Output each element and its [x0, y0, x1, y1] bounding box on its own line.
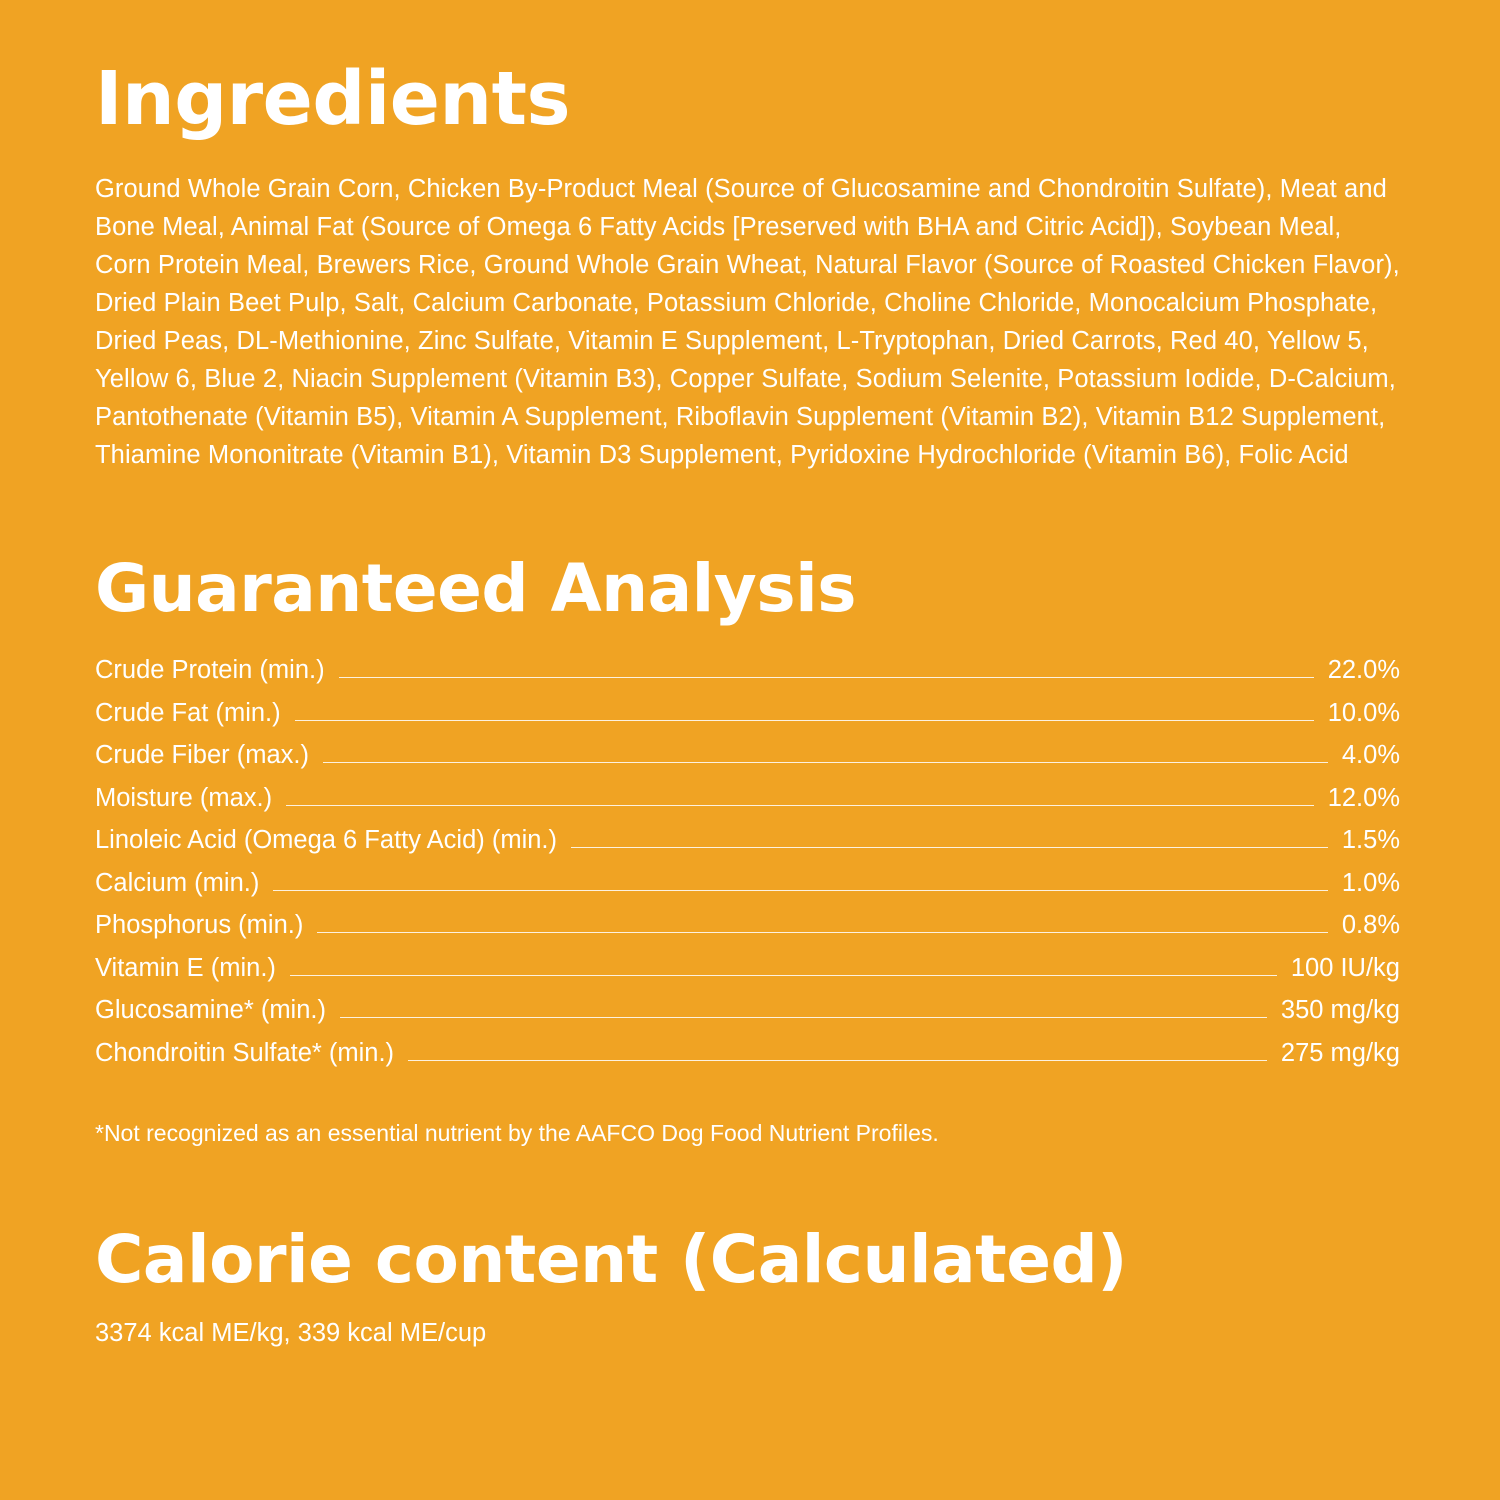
leader-line: [295, 720, 1314, 721]
ingredients-text: Ground Whole Grain Corn, Chicken By-Product Meal (Source of Glucosamine and Chondroitin Sulfate), Meat and Bone Meal, Animal Fat (Source of Omega 6 Fatty Acids [Preserved with BHA and Citric Acid]), Soybean Meal, Corn Protein Meal, Brewers Rice, Ground Whole Grain Wheat, Natural Flavor (Source of Roasted Chicken Flavor), Dried Plain Beet Pulp, Salt, Calcium Carbonate, Potassium Chloride, Choline Chloride, Monocalcium Phosphate, Dried Peas, DL-Methionine, Zinc Sulfate, Vitamin E Supplement, L-Tryptophan, Dried Carrots, Red 40, Yellow 5, Yellow 6, Blue 2, Niacin Supplement (Vitamin B3), Copper Sulfate, Sodium Selenite, Potassium Iodide, D-Calcium, Pantothenate (Vitamin B5), Vitamin A Supplement, Riboflavin Supplement (Vitamin B2), Vitamin B12 Supplement, Thiamine Mononitrate (Vitamin B1), Vitamin D3 Supplement, Pyridoxine Hydrochloride (Vitamin B6), Folic Acid: [95, 175, 1400, 469]
nutrient-value: 22.0%: [1327, 656, 1400, 684]
nutrient-label: Calcium (min.): [95, 868, 260, 897]
table-row: [95, 913, 1400, 956]
calorie-content-text: 3374 kcal ME/kg, 339 kcal ME/cup: [95, 1318, 487, 1347]
table-row: [95, 868, 1400, 914]
table-row: [95, 783, 1400, 829]
table-row: [95, 953, 1400, 999]
analysis-footnote: *Not recognized as an essential nutrient by the AAFCO Dog Food Nutrient Profiles.: [95, 1120, 939, 1146]
nutrient-label: Vitamin E (min.): [95, 953, 276, 982]
table-row: [95, 658, 1400, 701]
nutrient-value: 100 IU/kg: [1290, 953, 1400, 982]
nutrient-label: Crude Fiber (max.): [95, 741, 309, 769]
leader-line: [273, 890, 1328, 891]
nutrient-value: 4.0%: [1341, 741, 1400, 769]
leader-line: [408, 1060, 1267, 1061]
nutrient-label: Phosphorus (min.): [95, 911, 304, 939]
nutrient-value: 0.8%: [1341, 911, 1400, 939]
leader-line: [323, 762, 1328, 763]
leader-line: [571, 847, 1328, 848]
nutrient-label: Chondroitin Sulfate* (min.): [95, 1038, 395, 1067]
nutrient-label: Crude Protein (min.): [95, 656, 325, 684]
leader-line: [339, 677, 1314, 678]
nutrient-value: 12.0%: [1327, 783, 1400, 812]
nutrient-value: 350 mg/kg: [1280, 996, 1400, 1024]
guaranteed-analysis-table: [95, 658, 1400, 1083]
table-row: [95, 828, 1400, 871]
calorie-content-heading: Calorie content (Calculated): [95, 1220, 1127, 1298]
leader-line: [317, 932, 1328, 933]
guaranteed-analysis-heading: Guaranteed Analysis: [95, 550, 857, 627]
nutrient-label: Linoleic Acid (Omega 6 Fatty Acid) (min.): [95, 826, 558, 854]
table-row: [95, 998, 1400, 1041]
leader-line: [286, 805, 1314, 806]
nutrient-label: Crude Fat (min.): [95, 698, 281, 727]
table-row: [95, 743, 1400, 786]
leader-line: [340, 1017, 1267, 1018]
leader-line: [290, 975, 1277, 976]
nutrient-label: Moisture (max.): [95, 783, 273, 812]
ingredients-heading: Ingredients: [95, 56, 570, 142]
table-row: [95, 698, 1400, 744]
nutrient-value: 10.0%: [1327, 698, 1400, 727]
nutrient-value: 1.0%: [1341, 868, 1400, 897]
nutrient-value: 275 mg/kg: [1280, 1038, 1400, 1067]
nutrient-value: 1.5%: [1341, 826, 1400, 854]
nutrient-label: Glucosamine* (min.): [95, 996, 326, 1024]
table-row: [95, 1038, 1400, 1084]
